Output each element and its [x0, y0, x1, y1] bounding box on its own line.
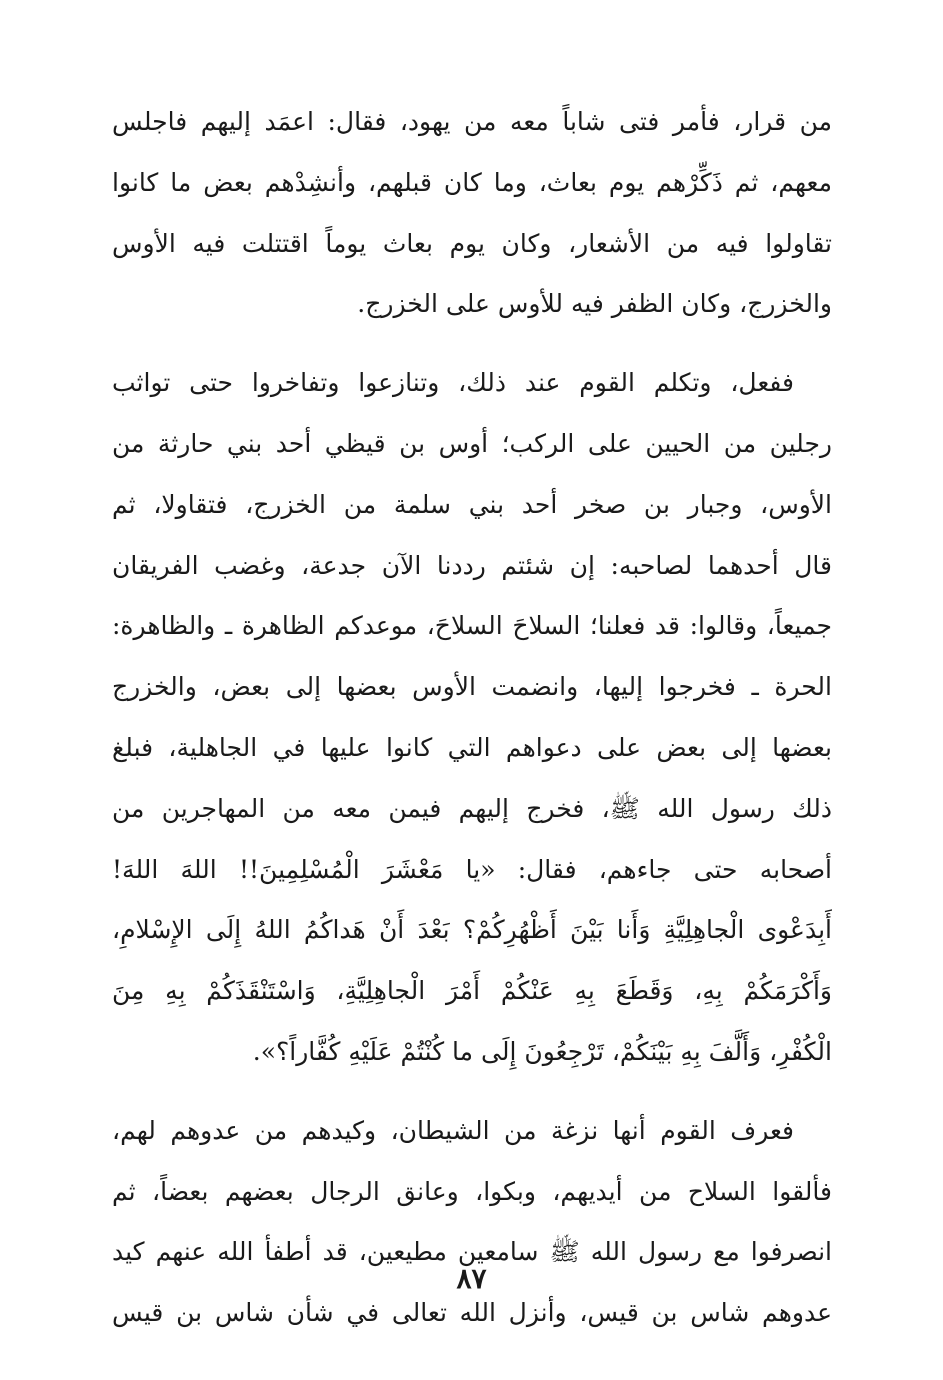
- text-line: فعرف القوم أنها نزغة من الشيطان، وكيدهم من عدوهم لهم،: [112, 1115, 794, 1145]
- body-text: [112, 92, 832, 1344]
- text-line: قال أحدهما لصاحبه: إن شئتم رددنا الآن جدعة، وغضب الفريقان: [112, 550, 832, 580]
- text-line: ففعل، وتكلم القوم عند ذلك، وتنازعوا وتفاخروا حتى تواثب: [112, 368, 794, 398]
- text-line: معهم، ثم ذَكِّرْهم يوم بعاث، وما كان قبلهم، وأنشِدْهم بعض ما كانوا: [112, 167, 832, 197]
- text-line: ذلك رسول الله ﷺ، فخرج إليهم فيمن معه من المهاجرين من: [112, 793, 832, 823]
- text-line: أصحابه حتى جاءهم، فقال: «يا مَعْشَرَ الْمُسْلِمِينَ!! اللهَ اللهَ!: [112, 854, 832, 884]
- text-line: من قرار، فأمر فتى شاباً معه من يهود، فقال: اعمَد إليهم فاجلس: [112, 107, 832, 136]
- text-line: تقاولوا فيه من الأشعار، وكان يوم بعاث يوماً اقتتلت فيه الأوس: [112, 228, 832, 258]
- text-line: والخزرج، وكان الظفر فيه للأوس على الخزرج.: [357, 289, 832, 319]
- text-line: الْكُفْرِ، وَأَلَّفَ بِهِ بَيْنَكُمْ، تَرْجِعُونَ إِلَى ما كُنْتُمْ عَلَيْهِ كُفَّاراً؟».: [252, 1036, 832, 1066]
- page-number: ٨٧: [456, 1262, 487, 1295]
- text-line: عدوهم شاس بن قيس، وأنزل الله تعالى في شأن شاس بن قيس: [112, 1298, 832, 1328]
- text-line: فألقوا السلاح من أيديهم، وبكوا، وعانق الرجال بعضهم بعضاً، ثم: [112, 1176, 832, 1206]
- text-line: رجلين من الحيين على الركب؛ أوس بن قيظي أحد بني حارثة من: [112, 428, 832, 458]
- paragraph-1: [112, 92, 832, 335]
- text-line: الحرة ـ فخرجوا إليها، وانضمت الأوس بعضها إلى بعض، والخزرج: [112, 672, 832, 702]
- text-line: بعضها إلى بعض على دعواهم التي كانوا عليها في الجاهلية، فبلغ: [112, 732, 832, 762]
- text-line: جميعاً، وقالوا: قد فعلنا؛ السلاحَ السلاحَ، موعدكم الظاهرة ـ والظاهرة:: [112, 611, 832, 641]
- text-line: انصرفوا مع رسول الله ﷺ سامعين مطيعين، قد أطفأ الله عنهم كيد: [112, 1237, 832, 1267]
- text-line: أَبِدَعْوى الْجاهِلِيَّةِ وَأَنا بَيْنَ أَظْهُرِكُمْ؟ بَعْدَ أَنْ هَداكُمُ اللهُ إِلَى الإِسْلامِ،: [112, 915, 832, 945]
- paragraph-2: [112, 353, 832, 1083]
- text-line: وَأَكْرَمَكُمْ بِهِ، وَقَطَعَ بِهِ عَنْكُمْ أَمْرَ الْجاهِلِيَّةِ، وَاسْتَنْقَذَكُمْ بِهِ مِنَ: [112, 976, 832, 1006]
- paragraph-3: [112, 1101, 832, 1344]
- text-line: الأوس، وجبار بن صخر أحد بني سلمة من الخزرج، فتقاولا، ثم: [112, 489, 832, 519]
